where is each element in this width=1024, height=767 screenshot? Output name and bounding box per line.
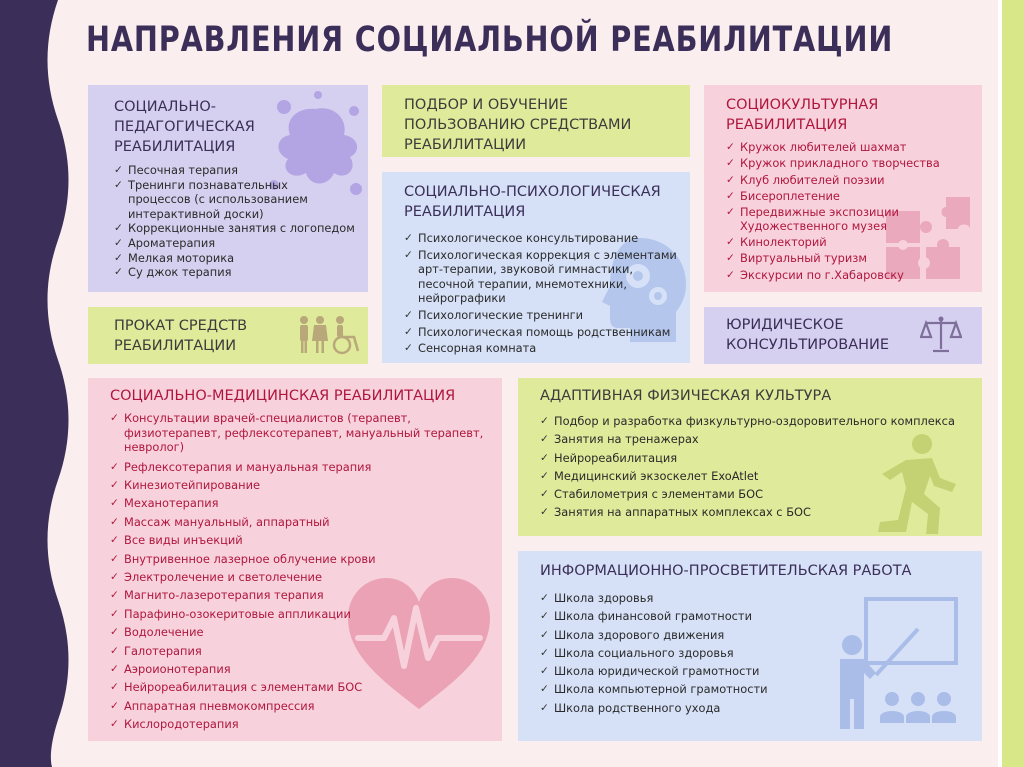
- title-line: ПОДБОР И ОБУЧЕНИЕ: [404, 97, 569, 113]
- list-item: ✓ Аппаратная пневмокомпрессия: [110, 697, 492, 715]
- list-item: ✓ Песочная терапия: [114, 163, 358, 178]
- list-item: ✓ Кислородотерапия: [110, 715, 492, 733]
- list-item: ✓ Школа компьютерной грамотности: [540, 680, 972, 698]
- title-line: СОЦИАЛЬНО-: [114, 99, 216, 115]
- list-item: ✓ Механотерапия: [110, 494, 492, 512]
- title-line: РЕАБИЛИТАЦИЯ: [726, 117, 848, 133]
- list-item: ✓ Психологическая помощь родственникам: [404, 325, 682, 340]
- list-item: ✓ Кружок любителей шахмат: [726, 139, 974, 155]
- list-item: ✓ Занятия на тренажерах: [540, 430, 972, 448]
- list-item: ✓ Тренинги познавательных процессов (с использованием интерактивной доски): [114, 178, 358, 222]
- list-item: ✓ Галотерапия: [110, 642, 492, 660]
- list-item: ✓ Су джок терапия: [114, 265, 358, 280]
- section-cultural: [704, 85, 982, 292]
- list-item: ✓ Клуб любителей поэзии: [726, 172, 974, 188]
- list-item: ✓ Магнито-лазеротерапия терапия: [110, 586, 492, 604]
- section-title: АДАПТИВНАЯ ФИЗИЧЕСКАЯ КУЛЬТУРА: [540, 388, 832, 404]
- section-adaptive: [518, 378, 982, 536]
- page-title: НАПРАВЛЕНИЯ СОЦИАЛЬНОЙ РЕАБИЛИТАЦИИ: [86, 20, 894, 60]
- title-line: СОЦИАЛЬНО-ПСИХОЛОГИЧЕСКАЯ: [404, 184, 661, 200]
- list-item: ✓ Школа финансовой грамотности: [540, 607, 972, 625]
- list-item: ✓ Электролечение и светолечение: [110, 568, 492, 586]
- title-line: КОНСУЛЬТИРОВАНИЕ: [726, 337, 890, 353]
- list-item: ✓ Школа здоровья: [540, 589, 972, 607]
- list-item: ✓ Нейрореабилитация с элементами БОС: [110, 678, 492, 696]
- list-item: ✓ Психологическая коррекция с элементами арт-терапии, звуковой гимнастики, песочной терапии, мнемотехники, нейрографики: [404, 248, 682, 306]
- section-medical: [88, 378, 502, 741]
- list-item: ✓ Бисероплетение: [726, 188, 974, 204]
- title-line: РЕАБИЛИТАЦИЯ: [114, 139, 236, 155]
- list-item: ✓ Водолечение: [110, 623, 492, 641]
- title-line: ЮРИДИЧЕСКОЕ: [726, 317, 844, 333]
- list-item: ✓ Внутривенное лазерное облучение крови: [110, 550, 492, 568]
- list-item: ✓ Школа здорового движения: [540, 626, 972, 644]
- list-item: ✓ Кружок прикладного творчества: [726, 155, 974, 171]
- title-line: ПЕДАГОГИЧЕСКАЯ: [114, 119, 255, 135]
- list-item: ✓ Школа родственного ухода: [540, 699, 972, 717]
- list-item: ✓ Подбор и разработка физкультурно-оздоровительного комплекса: [540, 412, 972, 430]
- section-rental: [88, 307, 368, 364]
- section-informational: [518, 551, 982, 741]
- list-item: ✓ Кинолекторий: [726, 234, 974, 250]
- list-item: ✓ Занятия на аппаратных комплексах с БОС: [540, 503, 972, 521]
- section-title: СОЦИАЛЬНО-МЕДИЦИНСКАЯ РЕАБИЛИТАЦИЯ: [110, 388, 456, 404]
- list-item: ✓ Виртуальный туризм: [726, 250, 974, 266]
- title-line: РЕАБИЛИТАЦИИ: [404, 137, 527, 153]
- section-title: ИНФОРМАЦИОННО-ПРОСВЕТИТЕЛЬСКАЯ РАБОТА: [540, 563, 912, 579]
- list-item: ✓ Все виды инъекций: [110, 531, 492, 549]
- list-item: ✓ Медицинский экзоскелет ExoAtlet: [540, 467, 972, 485]
- list-item: ✓ Психологическое консультирование: [404, 231, 682, 246]
- section-pedagogical: [88, 85, 368, 292]
- list-item: ✓ Нейрореабилитация: [540, 449, 972, 467]
- list-item: ✓ Ароматерапия: [114, 236, 358, 251]
- list-item: ✓ Рефлексотерапия и мануальная терапия: [110, 458, 492, 476]
- list-item: ✓ Парафино-озокеритовые аппликации: [110, 605, 492, 623]
- list-item: ✓ Аэроионотерапия: [110, 660, 492, 678]
- list-item: ✓ Передвижные экспозиции Художественного музея: [726, 205, 974, 234]
- list-item: ✓ Экскурсии по г.Хабаровску: [726, 267, 974, 283]
- title-line: РЕАБИЛИТАЦИИ: [114, 338, 237, 354]
- title-line: ПОЛЬЗОВАНИЮ СРЕДСТВАМИ: [404, 117, 632, 133]
- list-item: ✓ Школа социального здоровья: [540, 644, 972, 662]
- section-psychological: [382, 172, 690, 363]
- title-line: СОЦИОКУЛЬТУРНАЯ: [726, 97, 879, 113]
- right-lime-strip: [1002, 0, 1024, 767]
- section-legal: [704, 307, 982, 364]
- list-item: ✓ Массаж мануальный, аппаратный: [110, 513, 492, 531]
- list-item: ✓ Стабилометрия с элементами БОС: [540, 485, 972, 503]
- list-item: ✓ Консультации врачей-специалистов (терапевт, физиотерапевт, рефлексотерапевт, мануальный терапевт, невролог): [110, 411, 492, 455]
- list-item: ✓ Кинезиотейпирование: [110, 476, 492, 494]
- list-item: ✓ Школа юридической грамотности: [540, 662, 972, 680]
- title-line: ПРОКАТ СРЕДСТВ: [114, 318, 248, 334]
- section-selection: [382, 85, 690, 157]
- list-item: ✓ Психологические тренинги: [404, 308, 682, 323]
- left-wave-decoration: [0, 0, 80, 767]
- list-item: ✓ Мелкая моторика: [114, 251, 358, 266]
- list-item: ✓ Коррекционные занятия с логопедом: [114, 221, 358, 236]
- list-item: ✓ Сенсорная комната: [404, 341, 682, 356]
- title-line: РЕАБИЛИТАЦИЯ: [404, 204, 526, 220]
